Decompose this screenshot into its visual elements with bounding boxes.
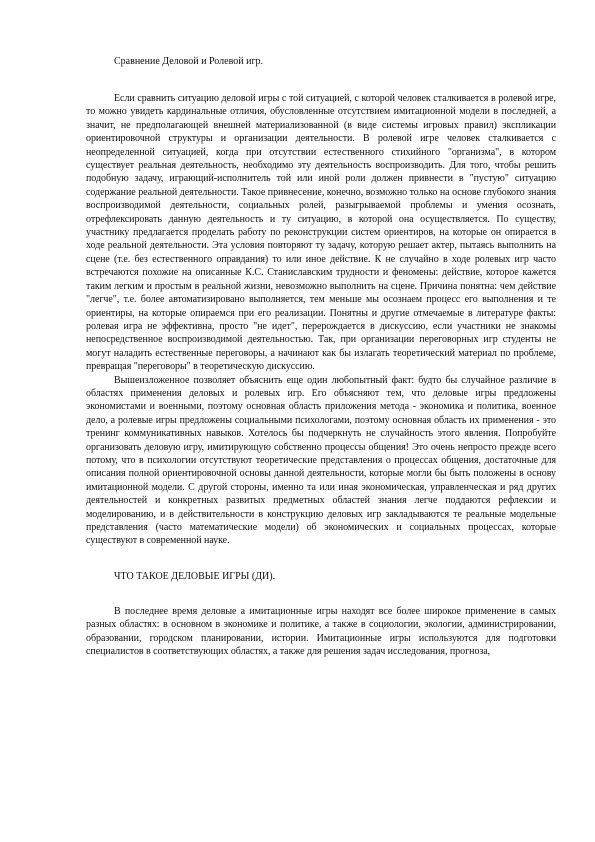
paragraph-role-vs-business: Если сравнить ситуацию деловой игры с той ситуацией, с которой человек сталкивается в ролевой игре, то можно увидеть кардинальные отличия, обусловленные отсутствием имитационной модели в последней, а значит, не предполагающей внешней материализованной (в виде системы игровых правил) экспликации ориентировочной структуры и организации деятельности. В ролевой игре человек сталкивается с неопределенной ситуацией, когда при отсутствии естественного стихийного "организма", в котором существует реальная деятельность, необходимо эту деятельность воспроизводить. Для того, чтобы решить подобную задачу, играющий-исполнитель той или иной роли должен привнести в "пустую" ситуацию содержание реальной деятельности. Такое привнесение, конечно, возможно только на основе глубокого знания воспроизводимой деятельности, социальных ролей, разыгрываемой проблемы и умения осознать, отрефлексировать данную деятельность и ту ситуацию, в которой она осуществляется. По существу, участнику предлагается проделать работу по реконструкции систем ориентиров, на которые он опирается в ходе реальной деятельности. Эта условия повторяют ту задачу, которую решает актер, пытаясь выполнить на сцене (т.е. без естественного оправдания) то или иное действие. К не случайно в ходе ролевых игр часто встречаются похожие на описанные К.С. Станиславским трудности и феномены: действие, которое кажется таким легким и простым в реальной жизни, невозможно выполнить на сцене. Причина понятна: чем действие "легче", т.е. более автоматизировано выполняется, тем меньше мы осознаем процесс его выполнения и те ориентиры, на которые опираемся при его реализации. Понятны и другие отмечаемые в литературе факты: ролевая игра не эффективна, просто "не идет", перерождается в дискуссию, если участники не знакомы непосредственное воспроизводимой деятельностью. Так, при организации переговорных игр студенты не могут наладить естественные переговоры, а начинают как бы излагать теоретический материал по проблеме, превращая "переговоры" в теоретическую дискуссию. <box>86 93 556 373</box>
section-heading: ЧТО ТАКОЕ ДЕЛОВЫЕ ИГРЫ (ДИ). <box>114 570 276 582</box>
paragraph-application-areas: Вышеизложенное позволяет объяснить еще один любопытный факт: будто бы случайное различие в областях применения деловых и ролевых игр. Его объясняют тем, что деловые игры предложены экономистами и военными, поэтому основная область приложения метода - экономика и политика, военное дело, а ролевые игры предложены социальными психологами, поэтому основная область их применения - это тренинг коммуникативных навыков. Хотелось бы подчеркнуть не случайность этого явления. Попробуйте организовать деловую игру, имитирующую собственно процессы общения! Это очень непросто прежде всего потому, что в психологии отсутствуют теоретические представления о процессах общения, достаточные для описания полной ориентировочной основы данной деятельности, которые могли бы быть положены в основу имитационной модели. С другой стороны, именно та или иная экономическая, управленческая и ряд других деятельностей и конкретных развитых предметных областей знания легче поддаются рефлексии и моделированию, и в действительности в конструкцию деловых игр закладываются те реальные модельные представления (часто математические модели) об экономических и социальных процессах, которые существуют в современной науке. <box>86 374 556 547</box>
paragraph-recent-use: В последнее время деловые а имитационные игры находят все более широкое применение в самых разных областях: в основном в экономике и политике, а также в социологии, экологии, администрировании, образовании, городском планировании, истории. Имитационные игры используются для подготовки специалистов в соответствующих областях, а также для решения задач исследования, прогноза, <box>86 605 556 658</box>
document-title: Сравнение Деловой и Ролевой игр. <box>114 56 264 67</box>
